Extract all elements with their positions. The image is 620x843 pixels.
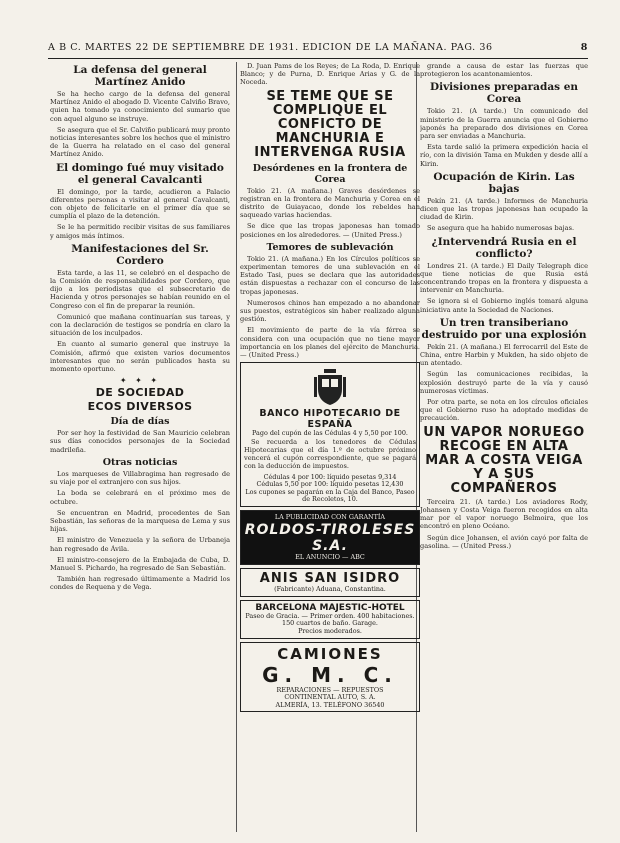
headline-rusia: ¿Intervendrá Rusia en el conflicto? — [431, 235, 577, 260]
section-subtitle: ECOS DIVERSOS — [87, 400, 193, 414]
paragraph: Esta tarde, a las 11, se celebró en el despacho de la Comisión de responsabilidades por Cordero, que dijo a los periodistas que el subsecretario de Hacienda y otros personajes se habían reunido en el Congreso con el fin de preparar la reunión. — [50, 268, 230, 310]
headline-cavalcanti: El domingo fué muy visitado el general Cavalcanti — [56, 161, 224, 186]
subhead-sublevacion: Temores de sublevación — [266, 241, 394, 253]
paragraph: Los marqueses de Villabragima han regresado de su viaje por el extranjero con sus hijos. — [50, 469, 230, 487]
roldos-sub: EL ANUNCIO — ABC — [295, 552, 365, 561]
paragraph: Esta tarde salió la primera expedición hacia el río, con la división Tama en Mukden y desde allí a Kirin. — [420, 143, 588, 168]
paragraph: Se encuentran en Madrid, procedentes de San Sebastián, las señoras de la marquesa de Lema y sus hijas. — [50, 508, 230, 534]
paragraph: Según dice Johansen, el avión cayó por falta de gasolina. — (United Press.) — [420, 533, 588, 550]
bank-line: Cédulas 4 por 100: líquido pesetas 9,314 — [263, 472, 397, 481]
gmc-sub3: ALMERÍA, 13. TELÉFONO 36540 — [275, 700, 385, 709]
hotel-sub: Paseo de Gracia. — Primer orden. 400 habitaciones. 150 cuartos de baño. Garage. — [245, 611, 415, 628]
paragraph: El ministro de Venezuela y la señora de Urbaneja han regresado de Ávila. — [50, 536, 230, 553]
column-divider — [236, 62, 237, 832]
headline-martinez-anido: La defensa del general Martínez Anido — [73, 64, 207, 88]
subhead-otras-noticias: Otras noticias — [102, 456, 178, 468]
headline-cordero: Manifestaciones del Sr. Cordero — [71, 242, 209, 267]
paragraph: Se ha hecho cargo de la defensa del general Martínez Anido el abogado D. Vicente Calviño Bravo, quien ha tomado ya conocimiento del sumario que con aquel alguno se instruye. — [50, 90, 230, 123]
masthead — [48, 42, 588, 56]
gmc-advertisement — [240, 642, 420, 713]
paragraph: Tokio 21. (A mañana.) En los Círculos políticos se experimentan temores de una sublevación en el Estado Tasi, pues se declara que las autoridades están dispuestas a rechazar con el concurso de las tropas japonesas. — [240, 254, 420, 296]
gmc-sub2: CONTINENTAL AUTO, S. A. — [284, 693, 376, 702]
paragraph: La boda se celebrará en el próximo mes de octubre. — [50, 489, 230, 506]
paragraph: Terceira 21. (A tarde.) Los aviadores Rody, Johansen y Costa Veiga fueron recogidos en alta mar por el vapor noruego Belmoira, que los encontró en pleno Océano. — [420, 497, 588, 531]
headline-tren: Un tren transiberiano destruido por una explosión — [421, 316, 587, 341]
hotel-title: BARCELONA MAJESTIC-HOTEL — [255, 602, 405, 613]
paragraph: grande a causa de estar las fuerzas que protegieron los acantonamientos. — [420, 62, 588, 79]
gmc-title: CAMIONES — [277, 644, 383, 663]
masthead-rule — [48, 58, 588, 59]
section-title: DE SOCIEDAD — [95, 386, 185, 400]
roldos-pre: LA PUBLICIDAD CON GARANTÍA — [274, 513, 386, 522]
bank-footer: Los cupones se pagarán en la Caja del Banco, Paseo de Recoletos, 10. — [245, 487, 415, 504]
bank-title: BANCO HIPOTECARIO DE ESPAÑA — [259, 408, 401, 431]
paragraph: Se asegura que ha habido numerosas bajas. — [427, 224, 575, 233]
bank-subtitle: Pago del cupón de las Cédulas 4 y 5,50 por 100. — [252, 429, 408, 438]
headline-vapor-noruego: UN VAPOR NORUEGO RECOGE EN ALTA MAR A COSTA VEIGA Y A SUS COMPAÑEROS — [423, 424, 585, 496]
paragraph: También han regresado últimamente a Madrid los condes de Requena y de Vega. — [50, 575, 230, 592]
paragraph: El domingo, por la tarde, acudieron a Palacio diferentes personas a visitar al general Cavalcanti, con objeto de felicitarle en el primer día que se cumplía el plazo de la detención. — [50, 187, 230, 221]
hotel-advertisement — [240, 600, 420, 639]
anis-advertisement — [240, 568, 420, 597]
column-2 — [240, 62, 420, 837]
masthead-text: A B C. MARTES 22 DE SEPTIEMBRE DE 1931. EDICION DE LA MAÑANA. PAG. 36 — [48, 42, 493, 53]
paragraph: Según las comunicaciones recibidas, la explosión destruyó parte de la vía y causó numerosas víctimas. — [420, 370, 588, 395]
column-3 — [420, 62, 588, 837]
paragraph: Se le ha permitido recibir visitas de sus familiares y amigos más íntimos. — [50, 223, 230, 240]
bank-body: Se recuerda a los tenedores de Cédulas Hipotecarias que el día 1.º de octubre próximo vencerá el cupón correspondiente, que se pagará con la deducción de impuestos. — [244, 437, 416, 471]
paragraph: Pekín 21. (A mañana.) El ferrocarril del Este de China, entre Harbin y Mukden, ha sido objeto de un atentado. — [420, 342, 588, 368]
paragraph: Por ser hoy la festividad de San Mauricio celebran sus días conocidos personajes de la Sociedad madrileña. — [50, 429, 230, 454]
paragraph: Se asegura que el Sr. Calviño publicará muy pronto noticias interesantes sobre los hechos que el ministro de la Guerra ha relatado en el caso del general Martínez Anido. — [50, 125, 230, 159]
roldos-title: ROLDOS-TIROLESES S.A. — [244, 521, 416, 554]
paragraph: Tokio 21. (A mañana.) Graves desórdenes se registran en la frontera de Manchuria y Corea en el distrito de Guiayacao, donde los rebeldes han saqueado varias haciendas. — [240, 186, 420, 220]
headline-kirin: Ocupación de Kirin. Las bajas — [433, 170, 575, 195]
paragraph: D. Juan Pams de los Reyes; de La Roda, D. Enrique Blanco; y de Purna, D. Enrique Arias y G. de la Noceda. — [240, 62, 420, 87]
paragraph: Comunicó que mañana continuarían sus tareas, y con la declaración de testigos se pondría en claro la situación de los inculpados. — [50, 312, 230, 338]
column-1 — [50, 62, 230, 837]
subhead-corea: Desórdenes en la frontera de Corea — [252, 162, 408, 185]
roldos-advertisement — [240, 510, 420, 565]
paragraph: Londres 21. (A tarde.) El Daily Telegraph dice que tiene noticias de que Rusia está concentrando tropas en la frontera y dispuesta a intervenir en Manchuria. — [420, 261, 588, 295]
paragraph: El ministro-consejero de la Embajada de Cuba, D. Manuel S. Pichardo, ha regresado de San Sebastián. — [50, 555, 230, 572]
headline-divisiones: Divisiones preparadas en Corea — [429, 81, 579, 106]
coat-of-arms-icon — [313, 367, 347, 407]
page-marker: 8 — [580, 42, 588, 53]
headline-manchuria: SE TEME QUE SE COMPLIQUE EL CONFICTO DE MANCHURIA E INTERVENGA RUSIA — [254, 88, 406, 160]
bank-advertisement — [240, 362, 420, 507]
ornament-divider: ✦ ✦ ✦ — [119, 376, 161, 386]
paragraph: Por otra parte, se nota en los círculos oficiales que el Gobierno ruso ha adoptado medidas de precaución. — [420, 398, 588, 423]
anis-sub: (Fabricante) Aduana, Constantina. — [274, 585, 386, 594]
hotel-sub2: Precios moderados. — [298, 627, 362, 636]
anis-title: ANIS SAN ISIDRO — [259, 571, 401, 587]
paragraph: Se ignora si el Gobierno inglés tomará alguna iniciativa ante la Sociedad de Naciones. — [420, 297, 588, 314]
paragraph: Tokio 21. (A tarde.) Un comunicado del ministerio de la Guerra anuncia que el Gobierno japonés ha preparado dos divisiones en Corea para ser enviadas a Manchuria. — [420, 107, 588, 141]
subhead-dia-de-dias: Día de días — [110, 416, 170, 428]
gmc-brand: G. M. C. — [262, 662, 398, 687]
paragraph: Se dice que las tropas japonesas han tomado posiciones en los alrededores. — (United Press.) — [240, 222, 420, 239]
paragraph: Numerosos chinos han empezado a no abandonar sus puestos, estratégicos sin haber realizado alguna gestión. — [240, 298, 420, 324]
paragraph: Pekín 21. (A tarde.) Informes de Manchuria dicen que las tropas japonesas han ocupado la ciudad de Kirin. — [420, 196, 588, 222]
bank-line: Cédulas 5,50 por 100: líquido pesetas 12,430 — [256, 480, 404, 489]
paragraph: En cuanto al sumario general que instruye la Comisión, afirmó que existen varios documentos interesantes que no serán publicados hasta su momento oportuno. — [50, 340, 230, 374]
paragraph: El movimiento de parte de la vía férrea se considera con una ocupación que no tiene mayor importancia en los planes del ejército de Manchuria. — (United Press.) — [240, 326, 420, 360]
gmc-sub: REPARACIONES — REPUESTOS — [276, 685, 384, 694]
